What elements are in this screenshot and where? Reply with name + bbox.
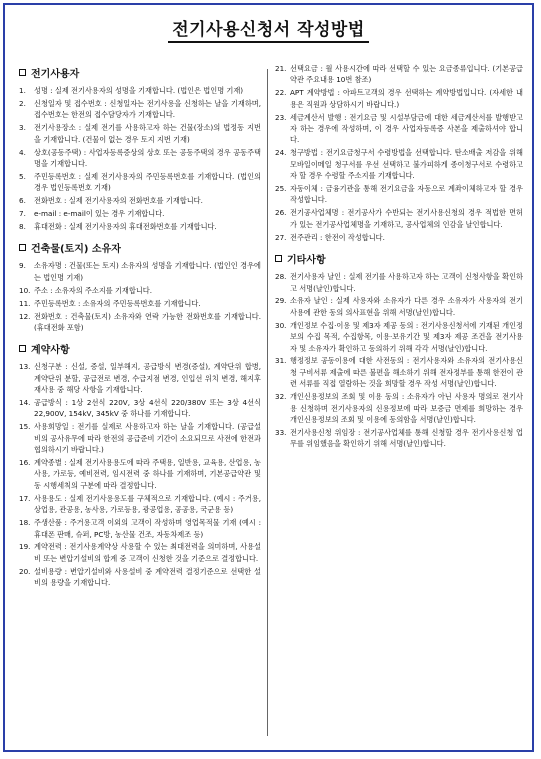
square-bullet-icon: [19, 345, 26, 352]
section-heading-text: 계약사항: [31, 345, 70, 357]
item-number: 26.: [275, 208, 287, 218]
list-item: [19, 221, 261, 232]
list-item: [275, 112, 523, 146]
square-bullet-icon: [19, 244, 26, 251]
list-item: [275, 320, 523, 354]
list-item: [275, 232, 523, 243]
list-item: [19, 195, 261, 206]
item-text: 계약종별 : 실제 전기사용용도에 따라 주택용, 일반용, 교육용, 산업용, 농사용, 가로등, 예비전력, 임시전력 중 하나를 기재하며, 기본공급약관 및 동 시행세칙의 구분에 따라 결정합니다.: [34, 458, 261, 490]
square-bullet-icon: [19, 69, 26, 76]
item-number: 7.: [19, 209, 26, 219]
item-text: 전기사용장소 : 실제 전기를 사용하고자 하는 건물(장소)의 법정동 지번을 기재합니다. (건물이 없는 경우 토지 지번 기재): [34, 123, 261, 144]
item-number: 28.: [275, 272, 287, 282]
list-item: [275, 295, 523, 318]
document-page: [3, 3, 534, 752]
item-number: 13.: [19, 362, 31, 372]
item-number: 8.: [19, 221, 26, 231]
item-text: 소유자명 : 건물(또는 토지) 소유자의 성명을 기재합니다. (법인인 경우에는 법인명 기재): [34, 261, 261, 282]
item-text: 주민등록번호 : 실제 전기사용자의 주민등록번호를 기재합니다. (법인의 경우 법인등록번호 기재): [34, 171, 261, 193]
item-text: 성명 : 실제 전기사용자의 성명을 기재합니다. (법인은 법인명 기재): [34, 86, 244, 95]
item-text: 사용용도 : 실제 전기사용용도를 구체적으로 기재합니다. (예시 : 주거용, 상업용, 관공용, 농사용, 가로등용, 광공업용, 공공용, 국군용 등): [34, 493, 261, 515]
item-text: 개인신용정보의 조회 및 이용 동의 : 소유자가 아닌 사용자 명의로 전기사용 신청하며 전기사용자의 신용정보에 따라 보증금 면제를 희망하는 경우 개인신용정보의 조회 및 이용에 동의함을 서명(날인)합니다.: [290, 392, 523, 424]
section-heading: [275, 251, 523, 266]
item-text: 전화번호 : 건축물(토지) 소유자와 연락 가능한 전화번호를 기재합니다.(휴대전화 포함): [34, 311, 261, 332]
list-item: [19, 285, 261, 296]
section-heading-text: 전기사용자: [31, 69, 80, 80]
section: [275, 251, 523, 450]
item-number: 1.: [19, 86, 26, 95]
list-item: [19, 208, 261, 219]
item-number: 30.: [275, 320, 287, 330]
item-number: 25.: [275, 184, 287, 194]
list-item: [19, 122, 261, 145]
section-heading: [19, 65, 261, 80]
document-title-text: 전기사용신청서 작성방법: [168, 15, 369, 43]
item-text: 전화번호 : 실제 전기사용자의 전화번호를 기재합니다.: [34, 196, 203, 206]
list-item: [19, 397, 261, 420]
list-item: [275, 427, 523, 450]
square-bullet-icon: [275, 255, 282, 262]
item-text: 행정정보 공동이용에 대한 사전동의 : 전기사용자와 소유자의 전기사용신청 구비서류 제출에 따른 불편을 해소하기 위해 전자정부를 통해 한전이 관련 서류를 직접 열람하는 것을 희망할 경우 작성 서명(날인)합니다.: [290, 356, 523, 389]
item-number: 32.: [275, 392, 287, 402]
section: [19, 240, 261, 333]
list-item: [19, 98, 261, 121]
item-text: 세금계산서 발행 : 전기요금 및 시설부담금에 대한 세금계산서를 발행받고자 하는 경우에 작성하며, 이 경우 사업자등록증 사본을 제출하셔야 합니다.: [290, 112, 523, 145]
item-number: 17.: [19, 493, 31, 503]
item-number: 33.: [275, 427, 287, 437]
item-text: 선택요금 : 월 사용시간에 따라 선택할 수 있는 요금종류입니다. (기본공급약관 주요내용 10번 참조): [290, 64, 523, 85]
section: [275, 63, 523, 243]
list-item: [275, 271, 523, 294]
item-text: 전기공사업체명 : 전기공사가 수반되는 전기사용신청의 경우 적법한 면허가 있는 전기공사업체명을 기재하고, 공사업체의 인감을 날인합니다.: [290, 208, 523, 229]
list-item: [275, 63, 523, 86]
item-text: 주생산품 : 주거용고객 이외의 고객이 작성하며 영업목적물 기재 (예시 : 휴대폰 판매, 슈퍼, PC방, 농산물 건조, 자동차제조 등): [34, 518, 261, 539]
item-number: 4.: [19, 147, 26, 157]
item-text: 전주관리 : 한전이 작성합니다.: [290, 232, 385, 242]
list-item: [275, 183, 523, 206]
list-item: [19, 541, 261, 564]
item-text: 신청구분 : 신설, 증설, 일부해지, 공급방식 변경(증설), 계약단위 합병, 계약단위 분할, 공급전로 변경, 수급지점 변경, 인입선 위치 변경, 해지후 재사용 중 해당 사항을 기재합니다.: [34, 362, 261, 395]
right-column: [275, 63, 523, 742]
section-heading: [19, 341, 261, 356]
section-heading: [19, 240, 261, 255]
item-number: 12.: [19, 311, 31, 321]
item-number: 11.: [19, 298, 31, 308]
item-number: 15.: [19, 422, 31, 432]
item-text: 상호(공동주택) : 사업자등록증상의 상호 또는 공동주택의 경우 공동주택명을 기재합니다.: [34, 147, 261, 168]
item-text: 계약전력 : 전기사용계약상 사용할 수 있는 최대전력을 의미하며, 사용설비 또는 변압기설비의 합계 중 고객이 신청한 것을 기준으로 결정합니다.: [34, 542, 261, 563]
list-item: [19, 147, 261, 170]
item-text: 신청일자 및 접수번호 : 신청일자는 전기사용을 신청하는 날을 기재하며, 접수번호는 한전의 접수담당자가 기재합니다.: [34, 98, 261, 120]
section-heading-text: 건축물(토지) 소유자: [31, 244, 121, 256]
list-item: [19, 493, 261, 516]
column-divider: [267, 69, 268, 736]
item-number: 29.: [275, 296, 287, 306]
item-number: 19.: [19, 542, 31, 552]
item-text: 전기사용신청 위임장 : 전기공사업체를 통해 신청할 경우 전기사용신청 업무를 위임했음을 확인하기 위해 서명(날인)합니다.: [290, 427, 523, 449]
list-item: [275, 147, 523, 181]
list-item: [275, 391, 523, 425]
item-text: 소유자 날인 : 실제 사용자와 소유자가 다른 경우 소유자가 사용자의 전기사용에 관한 동의 의사표현을 위해 서명(날인)합니다.: [290, 296, 523, 317]
item-text: 주소 : 소유자의 주소지를 기재합니다.: [34, 285, 152, 295]
item-number: 16.: [19, 458, 31, 468]
item-number: 10.: [19, 285, 31, 295]
item-number: 9.: [19, 261, 26, 271]
item-text: 공급방식 : 1상 2선식 220V, 3상 4선식 220/380V 또는 3상 4선식 22,900V, 154kV, 345kV 중 하나를 기재합니다.: [34, 398, 261, 419]
item-number: 20.: [19, 566, 31, 576]
item-text: 자동이체 : 금융기관을 통해 전기요금을 자동으로 계좌이체하고자 할 경우 작성합니다.: [290, 184, 523, 205]
list-item: [275, 207, 523, 230]
item-text: 주민등록번호 : 소유자의 주민등록번호를 기재합니다.: [34, 298, 201, 308]
list-item: [19, 517, 261, 540]
item-number: 22.: [275, 88, 287, 98]
list-item: [19, 298, 261, 309]
section-heading-text: 기타사항: [287, 255, 326, 267]
item-number: 6.: [19, 196, 26, 206]
list-item: [19, 171, 261, 194]
item-number: 27.: [275, 232, 287, 242]
list-item: [275, 355, 523, 389]
list-item: [19, 566, 261, 589]
list-item: [19, 311, 261, 334]
item-number: 21.: [275, 64, 287, 73]
item-number: 14.: [19, 398, 31, 408]
item-text: e-mail : e-mail이 있는 경우 기재합니다.: [34, 209, 165, 219]
list-item: [19, 260, 261, 283]
item-text: 설비용량 : 변압기설비와 사용설비 중 계약전력 결정기준으로 선택한 설비의 용량을 기재합니다.: [34, 566, 261, 588]
item-number: 3.: [19, 123, 26, 133]
list-item: [275, 87, 523, 110]
item-number: 24.: [275, 148, 287, 158]
item-text: 개인정보 수집·이용 및 제3자 제공 동의 : 전기사용신청서에 기재된 개인정보의 수집 목적, 수집항목, 이용·보유기간 및 제3자 제공 조건을 전기사용자 및 소유자가 확인하고 동의하기 위해 각각 서명(날인)합니다.: [290, 320, 523, 353]
left-column: [19, 63, 261, 742]
list-item: [19, 361, 261, 395]
item-number: 5.: [19, 171, 26, 181]
item-text: APT 계약방법 : 아파트고객의 경우 선택하는 계약방법입니다. (자세한 내용은 직원과 상담하시기 바랍니다.): [290, 88, 523, 109]
item-number: 31.: [275, 356, 287, 366]
section: [19, 65, 261, 232]
section: [19, 341, 261, 588]
item-text: 청구방법 : 전기요금청구서 수령방법을 선택합니다. 탄소배출 저감을 위해 모바일이메일 청구서를 우선 선택하고 불가피하게 종이청구서로 수령하고자 할 경우 수령할 주소지를 기재합니다.: [290, 148, 523, 181]
item-number: 18.: [19, 518, 31, 528]
list-item: [19, 457, 261, 491]
item-number: 2.: [19, 98, 26, 108]
item-number: 23.: [275, 112, 287, 122]
document-title: [5, 15, 532, 43]
list-item: [19, 85, 261, 96]
item-text: 사용희망일 : 전기를 실제로 사용하고자 하는 날을 기재합니다. (공급설비의 공사유무에 따라 한전의 공급준비 기간이 소요되므로 사전에 한전과 협의하시기 바랍니다.): [34, 422, 261, 455]
item-text: 휴대전화 : 실제 전기사용자의 휴대전화번호를 기재합니다.: [34, 221, 217, 231]
item-text: 전기사용자 날인 : 실제 전기를 사용하고자 하는 고객이 신청사항을 확인하고 서명(날인)합니다.: [290, 272, 523, 293]
list-item: [19, 421, 261, 455]
